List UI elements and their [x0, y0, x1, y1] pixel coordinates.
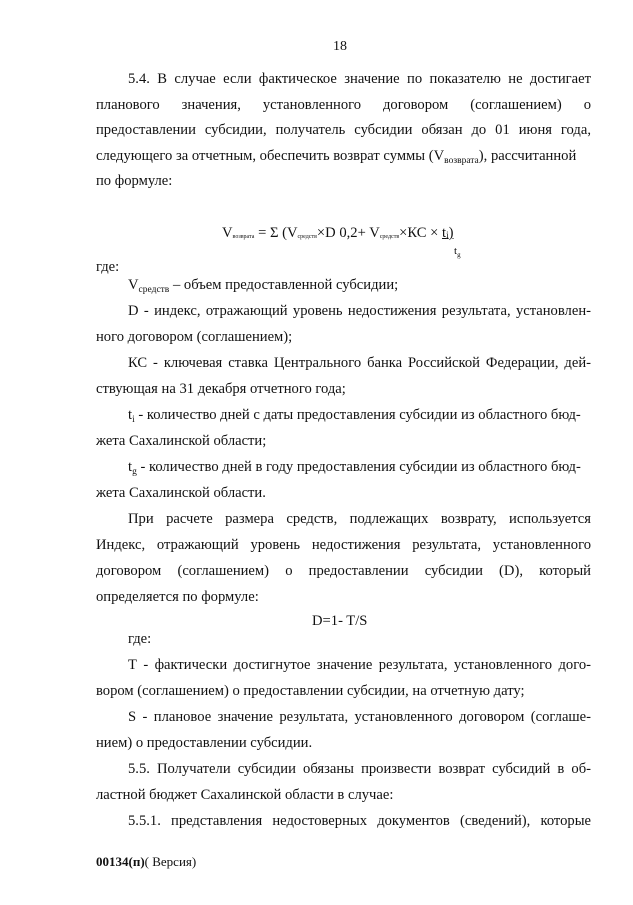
definition-ti-line-2: жета Сахалинской области;	[96, 433, 267, 449]
paragraph-5-5-line-2: ластной бюджет Сахалинской области в случае:	[96, 787, 394, 803]
definition-t-line-2: вором (соглашением) о предоставлении субсидии, на отчетную дату;	[96, 683, 525, 699]
formula-tg-denominator: $t_g$	[454, 245, 461, 260]
definition-t-line-1: Т - фактически достигнутое значение результата, установленного дого-	[128, 657, 591, 673]
definition-tg-line-2: жета Сахалинской области.	[96, 485, 266, 501]
definition-ks-line-1: КС - ключевая ставка Центрального банка Российской Федерации, дей-	[128, 355, 591, 371]
definition-s-line-2: нием) о предоставлении субсидии.	[96, 735, 313, 751]
definition-ks-line-2: ствующая на 31 декабря отчетного года;	[96, 381, 346, 397]
footer-version: 00134(п)( Версия)	[96, 854, 197, 869]
formula-ti: $t_i$)	[442, 225, 454, 241]
calc-paragraph-line-2: Индекс, отражающий уровень недостижения результата, установленного	[96, 537, 591, 553]
paragraph-5-4-line-4	[96, 147, 591, 170]
definition-tg-line-1: $t_g$ - количество дней в году предоставления субсидии из областного бюд-	[128, 459, 581, 477]
definition-d-line-2: ного договором (соглашением);	[96, 329, 293, 345]
paragraph-5-4-line-2: планового значения, установленного договором (соглашением) о	[96, 97, 591, 113]
paragraph-5-4-line-1: 5.4. В случае если фактическое значение по показателю не достигает	[128, 71, 591, 87]
definition-s-line-1: S - плановое значение результата, установленного договором (соглаше-	[128, 709, 591, 725]
paragraph-5-5-1-line-1: 5.5.1. представления недостоверных документов (сведений), которые	[128, 813, 591, 829]
paragraph-5-4-line-5: по формуле:	[96, 173, 173, 189]
index-formula: D=1- T/S	[312, 613, 368, 629]
definition-v: $V_{средств}$ – объем предоставленной субсидии;	[128, 277, 399, 295]
paragraph-5-5-line-1: 5.5. Получатели субсидии обязаны произвести возврат субсидий в об-	[128, 761, 591, 777]
calc-paragraph-line-4: определяется по формуле:	[96, 589, 259, 605]
definition-d-line-1: D - индекс, отражающий уровень недостижения результата, установлен-	[128, 303, 591, 319]
calc-paragraph-line-1: При расчете размера средств, подлежащих возврату, используется	[128, 511, 591, 527]
line-4-head: следующего за отчетным, обеспечить возврат суммы $(V_{возврата})$, рассчитанной	[96, 148, 577, 166]
paragraph-5-4-line-3: предоставлении субсидии, получатель субсидии обязан до 01 июня года,	[96, 122, 591, 138]
calc-paragraph-line-3: договором (соглашением) о предоставлении субсидии (D), который	[96, 563, 591, 579]
definition-ti-line-1: $t_i$ - количество дней с даты предоставления субсидии из областного бюд-	[128, 407, 581, 425]
where-label-1: где:	[96, 259, 120, 275]
where-label-2: где:	[128, 631, 152, 647]
refund-formula: $V_{возврата} = \Sigma$ ($V_{средств}\times D$ $0,2+ V_{средств}\times КС \times t_i$)	[222, 225, 454, 241]
page-number: 18	[333, 39, 347, 54]
